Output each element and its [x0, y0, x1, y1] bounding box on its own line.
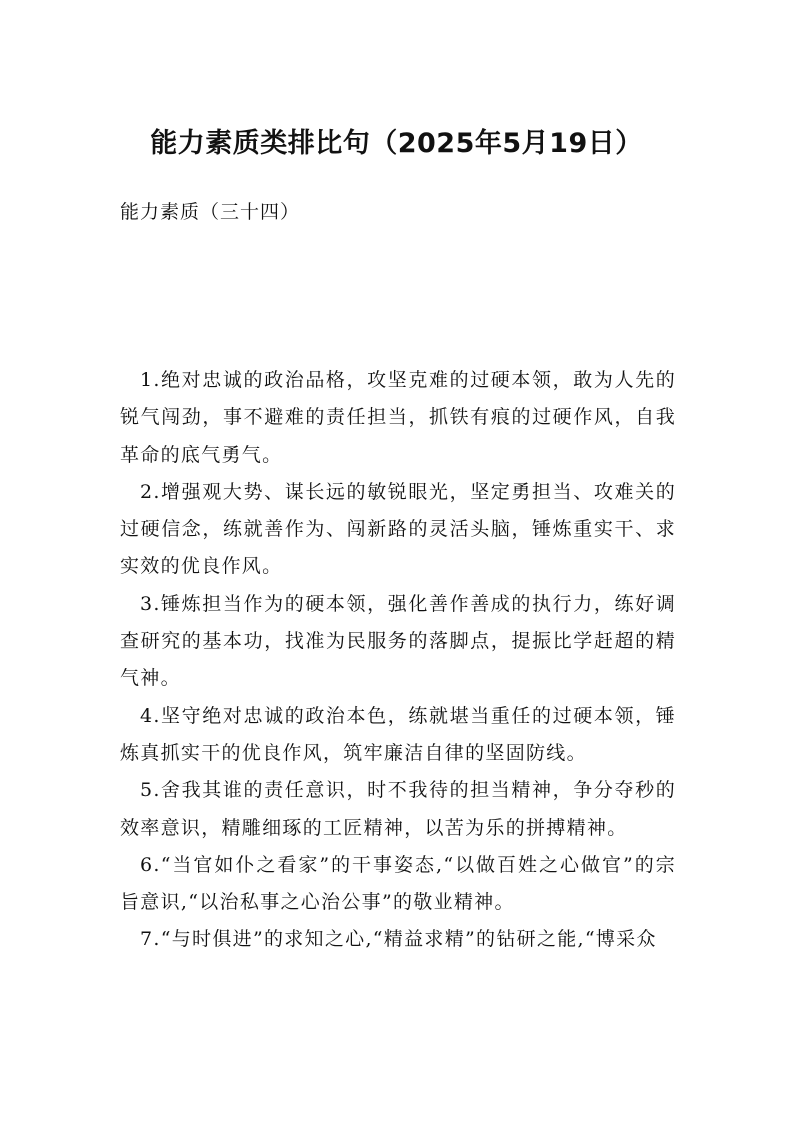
paragraph-3: 3.锤炼担当作为的硬本领，强化善作善成的执行力，练好调查研究的基本功，找准为民服务的落脚点，提振比学赶超的精气神。	[120, 592, 676, 690]
document-body	[120, 362, 676, 959]
document-title: 能力素质类排比句（2025年5月19日）	[150, 128, 643, 159]
paragraph-1: 1.绝对忠诚的政治品格，攻坚克难的过硬本领，敢为人先的锐气闯劲，事不避难的责任担当，抓铁有痕的过硬作风，自我革命的底气勇气。	[120, 369, 676, 466]
paragraph-2: 2.增强观大势、谋长远的敏锐眼光，坚定勇担当、攻难关的过硬信念，练就善作为、闯新路的灵活头脑，锤炼重实干、求实效的优良作风。	[120, 480, 676, 578]
section-heading: 能力素质（三十四）	[120, 201, 301, 223]
paragraph-7: 7.“与时俱进”的求知之心,“精益求精”的钻研之能,“博采众	[140, 928, 657, 951]
paragraph-6: 6.“当官如仆之看家”的干事姿态,“以做百姓之心做官”的宗旨意识,“以治私事之心治公事”的敬业精神。	[120, 853, 676, 914]
paragraph-5: 5.舍我其谁的责任意识，时不我待的担当精神，争分夺秒的效率意识，精雕细琢的工匠精神，以苦为乐的拼搏精神。	[120, 779, 676, 839]
paragraph-4: 4.坚守绝对忠诚的政治本色，练就堪当重任的过硬本领，锤炼真抓实干的优良作风，筑牢廉洁自律的坚固防线。	[120, 704, 676, 764]
